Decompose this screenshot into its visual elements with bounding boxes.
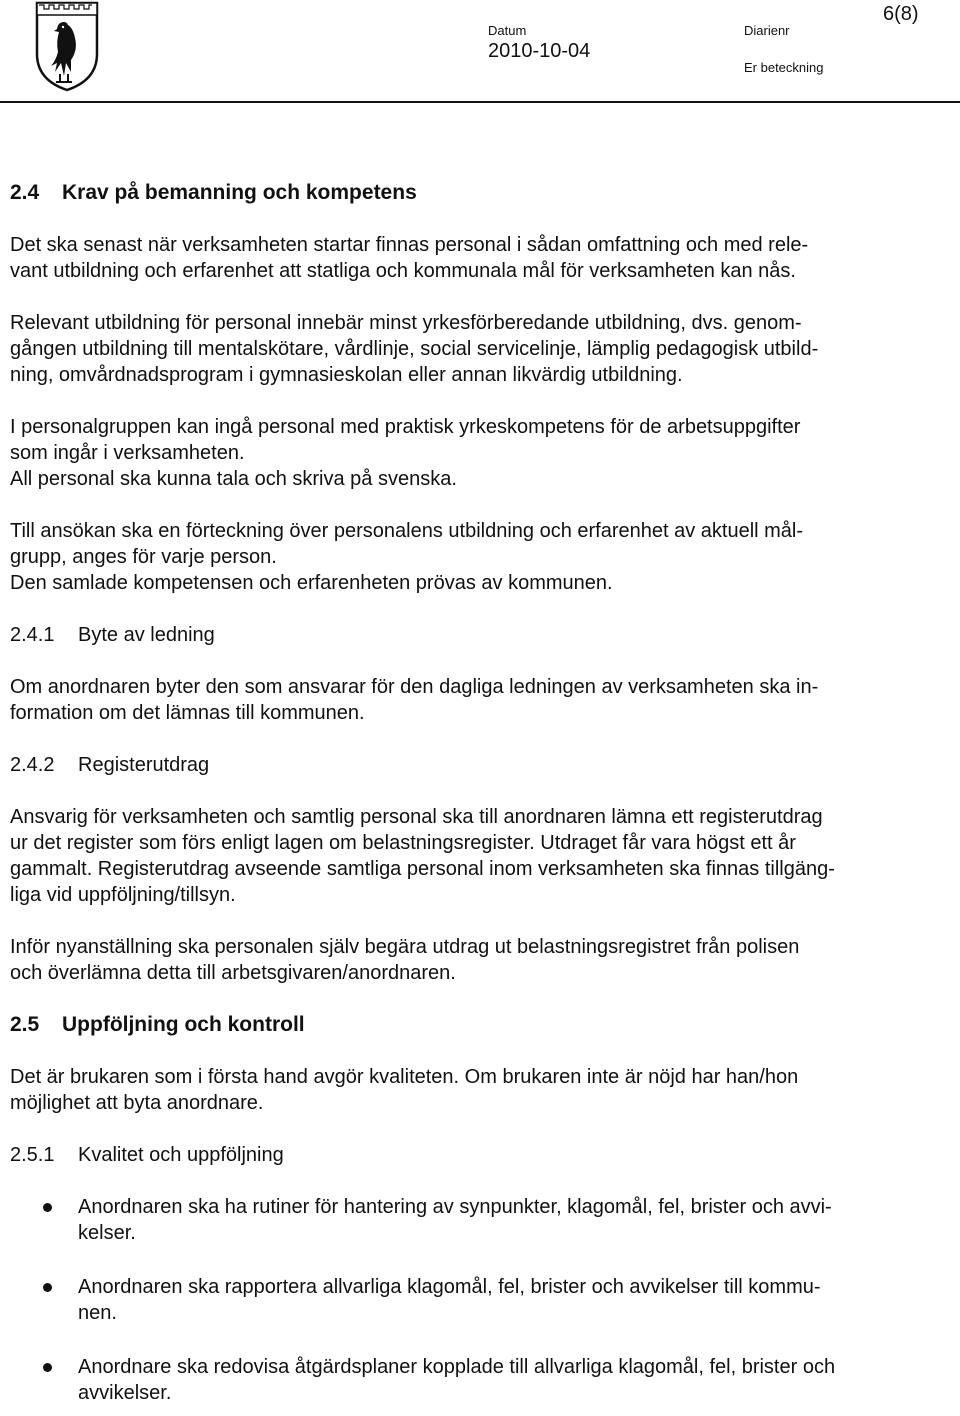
text-line: vant utbildning och erfarenhet att statliga och kommunala mål för verksamheten kan nås. bbox=[10, 260, 796, 282]
diarienr-label: Diarienr bbox=[744, 23, 790, 38]
header-divider bbox=[0, 101, 960, 103]
text-line: gammalt. Registerutdrag avseende samtliga personal inom verksamheten ska finnas tillgäng- bbox=[10, 858, 835, 880]
coat-of-arms-falcon-icon bbox=[34, 0, 100, 92]
paragraph bbox=[10, 804, 948, 908]
text-line: Anordnare ska redovisa åtgärdsplaner kopplade till allvarliga klagomål, fel, brister och bbox=[78, 1356, 836, 1378]
document-date: 2010-10-04 bbox=[488, 40, 591, 62]
text-line: Anordnaren ska rapportera allvarliga klagomål, fel, brister och avvikelser till kommu- bbox=[78, 1276, 821, 1298]
heading-number: 2.4 bbox=[10, 181, 40, 204]
text-line: Anordnaren ska ha rutiner för hantering av synpunkter, klagomål, fel, brister och avvi- bbox=[78, 1196, 832, 1218]
heading-title: Kvalitet och uppföljning bbox=[78, 1144, 284, 1166]
text-line: Det ska senast när verksamheten startar finnas personal i sådan omfattning och med rele- bbox=[10, 234, 809, 256]
bullet-list bbox=[10, 1194, 948, 1406]
text-line: gången utbildning till mentalskötare, vårdlinje, social servicelinje, lämplig pedagogisk utbild- bbox=[10, 338, 819, 360]
paragraph bbox=[10, 232, 948, 284]
heading-number: 2.4.1 bbox=[10, 624, 55, 646]
heading-title: Registerutdrag bbox=[78, 754, 210, 776]
page-number: 6(8) bbox=[883, 3, 919, 25]
paragraph bbox=[10, 310, 948, 388]
text-line: Den samlade kompetensen och erfarenheten prövas av kommunen. bbox=[10, 572, 613, 594]
text-line: nen. bbox=[78, 1302, 117, 1324]
heading-2-4-2 bbox=[10, 752, 948, 778]
text-line: ur det register som förs enligt lagen om belastningsregister. Utdraget får vara högst ett år bbox=[10, 832, 796, 854]
heading-2-4 bbox=[10, 180, 948, 206]
text-line: Om anordnaren byter den som ansvarar för den dagliga ledningen av verksamheten ska in- bbox=[10, 676, 819, 698]
paragraph bbox=[10, 934, 948, 986]
er-beteckning-label: Er beteckning bbox=[744, 60, 824, 75]
text-line: möjlighet att byta anordnare. bbox=[10, 1092, 264, 1114]
bullet-icon bbox=[43, 1283, 52, 1292]
paragraph bbox=[10, 518, 948, 596]
list-item bbox=[10, 1194, 948, 1246]
datum-label: Datum bbox=[488, 23, 527, 38]
text-line: liga vid uppföljning/tillsyn. bbox=[10, 884, 236, 906]
text-line: kelser. bbox=[78, 1222, 136, 1244]
text-line: Det är brukaren som i första hand avgör kvaliteten. Om brukaren inte är nöjd har han/hon bbox=[10, 1066, 799, 1088]
heading-number: 2.5 bbox=[10, 1013, 40, 1036]
heading-2-5-1 bbox=[10, 1142, 948, 1168]
text-line: och överlämna detta till arbetsgivaren/anordnaren. bbox=[10, 962, 456, 984]
heading-number: 2.4.2 bbox=[10, 754, 55, 776]
heading-2-5 bbox=[10, 1012, 948, 1038]
text-line: All personal ska kunna tala och skriva på svenska. bbox=[10, 468, 457, 490]
text-line: grupp, anges för varje person. bbox=[10, 546, 277, 568]
paragraph bbox=[10, 674, 948, 726]
text-line: Inför nyanställning ska personalen själv begära utdrag ut belastningsregistret från polisen bbox=[10, 936, 800, 958]
text-line: Till ansökan ska en förteckning över personalens utbildning och erfarenhet av aktuell mål- bbox=[10, 520, 804, 542]
heading-title: Byte av ledning bbox=[78, 624, 215, 646]
heading-number: 2.5.1 bbox=[10, 1144, 55, 1166]
text-line: avvikelser. bbox=[78, 1382, 172, 1404]
paragraph bbox=[10, 414, 948, 492]
text-line: ning, omvårdnadsprogram i gymnasieskolan eller annan likvärdig utbildning. bbox=[10, 364, 683, 386]
bullet-icon bbox=[43, 1203, 52, 1212]
heading-title: Krav på bemanning och kompetens bbox=[62, 181, 417, 204]
text-line: som ingår i verksamheten. bbox=[10, 442, 245, 464]
document-body bbox=[10, 180, 948, 1406]
text-line: formation om det lämnas till kommunen. bbox=[10, 702, 365, 724]
list-item bbox=[10, 1274, 948, 1326]
list-item bbox=[10, 1354, 948, 1406]
text-line: I personalgruppen kan ingå personal med praktisk yrkeskompetens för de arbetsuppgifter bbox=[10, 416, 801, 438]
text-line: Ansvarig för verksamheten och samtlig personal ska till anordnaren lämna ett registerutdrag bbox=[10, 806, 823, 828]
heading-2-4-1 bbox=[10, 622, 948, 648]
bullet-icon bbox=[43, 1363, 52, 1372]
heading-title: Uppföljning och kontroll bbox=[62, 1013, 305, 1036]
paragraph bbox=[10, 1064, 948, 1116]
text-line: Relevant utbildning för personal innebär minst yrkesförberedande utbildning, dvs. genom- bbox=[10, 312, 802, 334]
